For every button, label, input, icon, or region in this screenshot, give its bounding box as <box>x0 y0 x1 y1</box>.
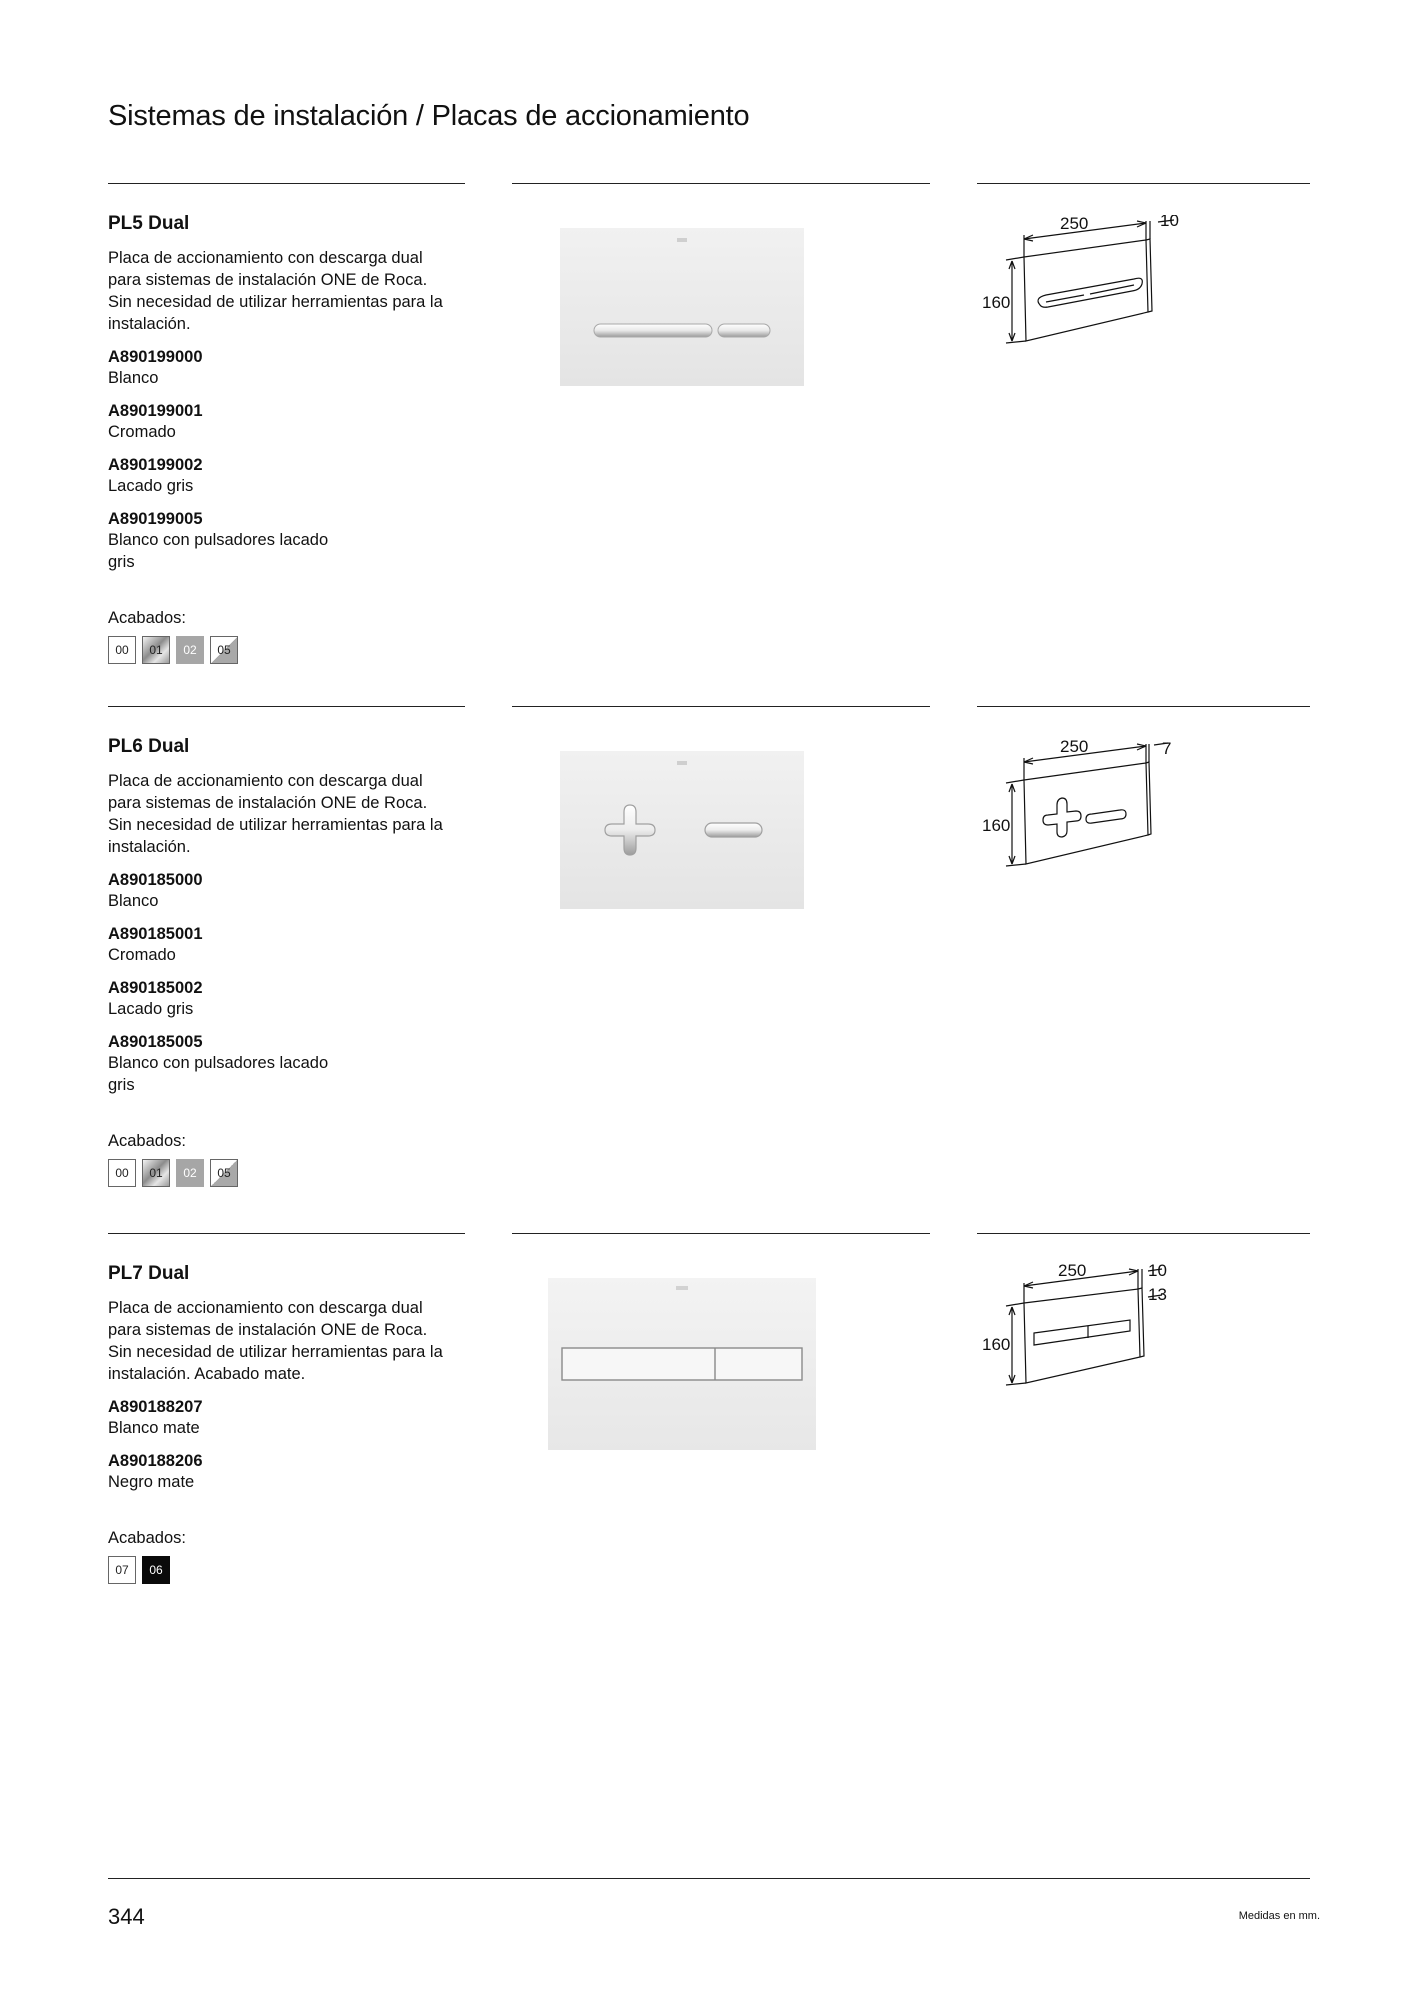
finish-name: Lacado gris <box>108 1000 194 1018</box>
height-value: 160 <box>982 1335 1011 1354</box>
variant <box>108 347 468 389</box>
finishes-label: Acabados: <box>108 609 186 627</box>
dimension-diagram-pl6 <box>982 738 1212 878</box>
section-divider <box>977 1233 1310 1234</box>
finish-swatch-white-gray: 05 <box>210 1159 238 1187</box>
variant <box>108 1032 468 1096</box>
finish-swatch-gray: 02 <box>176 636 204 664</box>
dimension-diagram-pl5 <box>982 215 1212 355</box>
finish-swatches <box>108 636 468 664</box>
plate-outline <box>1024 240 1148 341</box>
dimension-diagram-pl7 <box>982 1263 1212 1403</box>
finish-swatch-white: 00 <box>108 636 136 664</box>
finish-swatch-white-gray: 05 <box>210 636 238 664</box>
height-value: 160 <box>982 816 1011 835</box>
product-photo-pl7 <box>548 1278 816 1450</box>
variant <box>108 1397 468 1439</box>
product-code: A890199001 <box>108 402 203 420</box>
button-frame-outline <box>1034 1320 1130 1345</box>
finish-name: Blanco con pulsadores lacado gris <box>108 531 329 571</box>
product-code: A890185002 <box>108 979 203 997</box>
measurement-note: Medidas en mm. <box>1238 1910 1320 1922</box>
depth-value: 10 <box>1148 1263 1167 1280</box>
product-description: Placa de accionamiento con descarga dual para sistemas de instalación ONE de Roca. Sin necesidad de utilizar herramientas para la instalación. <box>108 772 443 856</box>
finish-name: Blanco mate <box>108 1419 200 1437</box>
product-info <box>108 736 468 1187</box>
finish-name: Blanco con pulsadores lacado gris <box>108 1054 329 1094</box>
product-description: Placa de accionamiento con descarga dual para sistemas de instalación ONE de Roca. Sin necesidad de utilizar herramientas para la instalación. Acabado mate. <box>108 1299 443 1383</box>
footer-divider <box>108 1878 1310 1879</box>
variant <box>108 978 468 1020</box>
product-code: A890199000 <box>108 348 203 366</box>
finish-swatches <box>108 1556 468 1584</box>
section-divider <box>108 183 465 184</box>
width-value: 250 <box>1060 215 1089 233</box>
finish-swatch-chrome: 01 <box>142 1159 170 1187</box>
product-info <box>108 1263 468 1584</box>
finishes-label: Acabados: <box>108 1529 186 1547</box>
section-divider <box>108 1233 465 1234</box>
finish-name: Negro mate <box>108 1473 195 1491</box>
finish-swatches <box>108 1159 468 1187</box>
depth-value: 10 <box>1160 215 1179 230</box>
product-description: Placa de accionamiento con descarga dual para sistemas de instalación ONE de Roca. Sin necesidad de utilizar herramientas para la instalación. <box>108 249 443 333</box>
depth2-value: 13 <box>1148 1285 1167 1304</box>
button-slot <box>1038 278 1142 307</box>
finish-swatch-chrome: 01 <box>142 636 170 664</box>
variant <box>108 1451 468 1493</box>
finish-swatch-white: 00 <box>108 1159 136 1187</box>
finish-name: Cromado <box>108 946 176 964</box>
product-name: PL7 Dual <box>108 1263 190 1284</box>
finish-swatch-gray: 02 <box>176 1159 204 1187</box>
variant <box>108 924 468 966</box>
finish-name: Blanco <box>108 892 159 910</box>
product-code: A890188206 <box>108 1452 203 1470</box>
product-code: A890188207 <box>108 1398 203 1416</box>
product-code: A890185005 <box>108 1033 203 1051</box>
page-number: 344 <box>108 1904 145 1929</box>
section-divider <box>977 706 1310 707</box>
variant <box>108 509 468 573</box>
section-divider <box>512 183 930 184</box>
bar-button <box>705 823 762 837</box>
product-name: PL6 Dual <box>108 736 190 757</box>
finish-swatch-black-mate: 06 <box>142 1556 170 1584</box>
variant <box>108 870 468 912</box>
width-value: 250 <box>1060 738 1089 756</box>
product-code: A890185001 <box>108 925 203 943</box>
product-photo-pl5 <box>560 228 804 386</box>
product-code: A890199002 <box>108 456 203 474</box>
section-divider <box>977 183 1310 184</box>
section-divider <box>512 1233 930 1234</box>
bar-button-outline <box>1086 810 1126 823</box>
variant <box>108 401 468 443</box>
finish-name: Lacado gris <box>108 477 194 495</box>
plate-outline <box>1024 1289 1140 1383</box>
product-name: PL5 Dual <box>108 213 190 234</box>
product-code: A890199005 <box>108 510 203 528</box>
section-divider <box>512 706 930 707</box>
product-code: A890185000 <box>108 871 203 889</box>
finish-swatch-white-mate: 07 <box>108 1556 136 1584</box>
width-value: 250 <box>1058 1263 1087 1280</box>
section-divider <box>108 706 465 707</box>
finishes-label: Acabados: <box>108 1132 186 1150</box>
depth-value: 7 <box>1162 739 1172 758</box>
product-photo-pl6 <box>560 751 804 909</box>
variant <box>108 455 468 497</box>
page-title: Sistemas de instalación / Placas de accionamiento <box>108 100 750 132</box>
cross-button-outline <box>1043 798 1081 837</box>
finish-name: Blanco <box>108 369 159 387</box>
product-info <box>108 213 468 664</box>
finish-name: Cromado <box>108 423 176 441</box>
plate-outline <box>1024 763 1148 864</box>
height-value: 160 <box>982 293 1011 312</box>
button-frame <box>562 1348 802 1380</box>
